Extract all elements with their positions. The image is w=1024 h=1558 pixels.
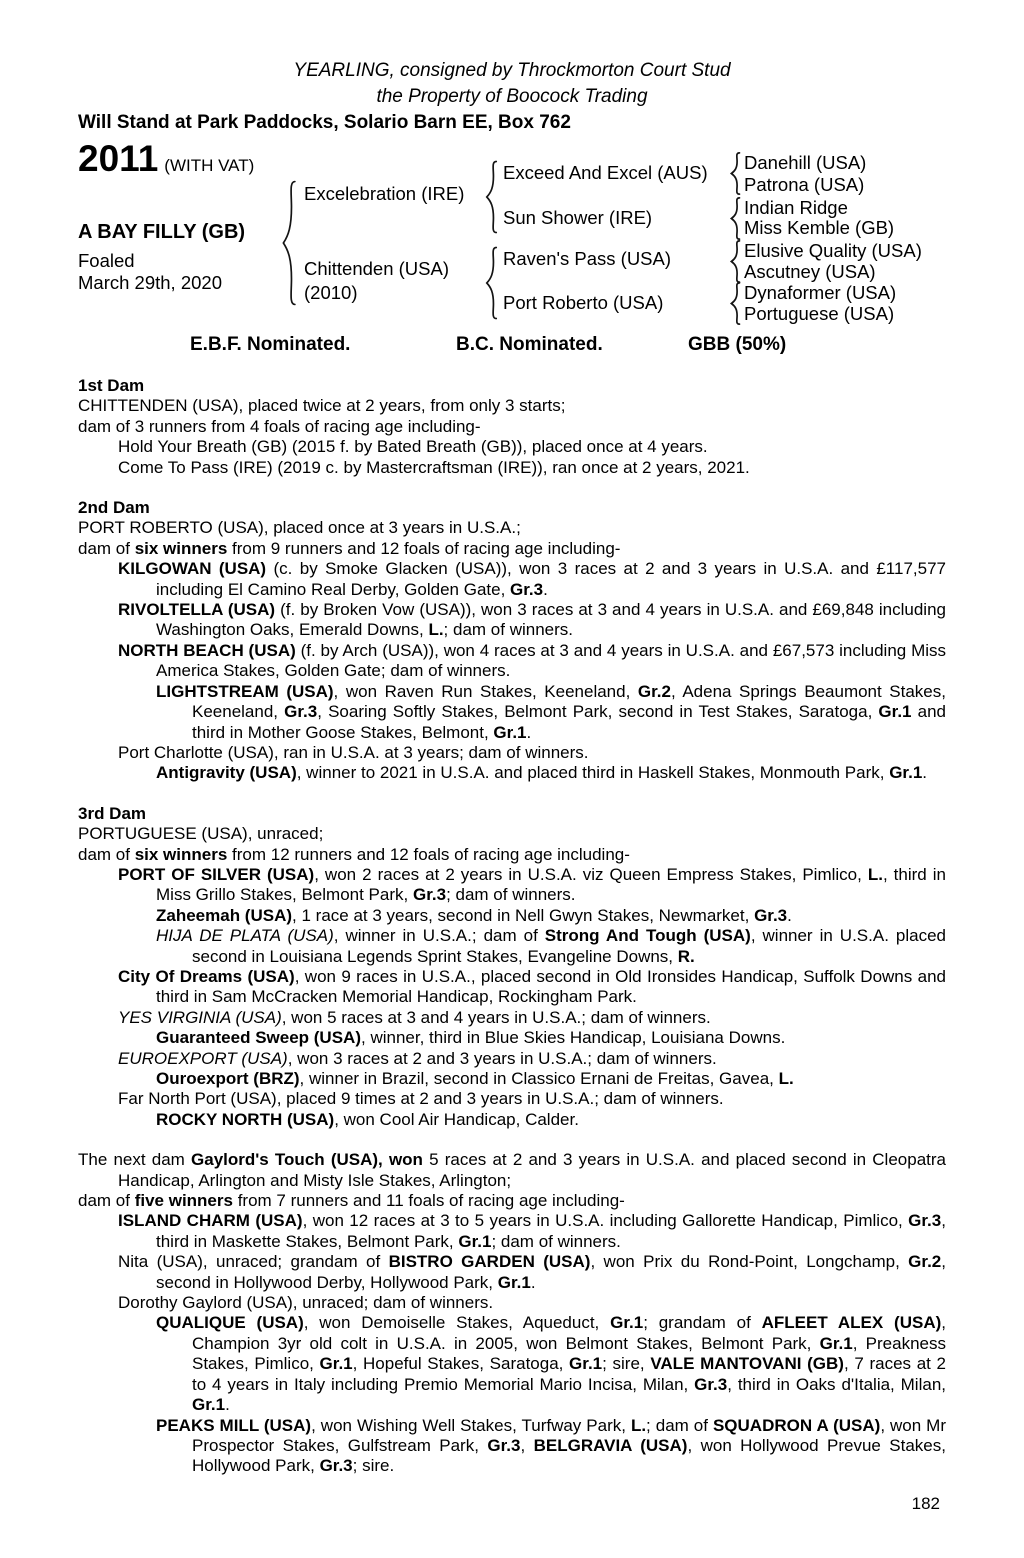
catalogue-paragraph: dam of six winners from 9 runners and 12 foals of racing age including-: [78, 538, 621, 558]
page-number: 182: [911, 1494, 940, 1513]
catalogue-paragraph: PORT OF SILVER (USA), won 2 races at 2 years in U.S.A. viz Queen Empress Stakes, Pimlico, L., third in Miss Grillo Stakes, Belmont Park, Gr.3; dam of winners.: [118, 864, 946, 905]
lot-number: 2011: [78, 138, 159, 179]
catalogue-paragraph: City Of Dreams (USA), won 9 races in U.S.A., placed second in Old Ironsides Handicap, Suffolk Downs and third in Sam McCracken Memorial Handicap, Rockingham Park.: [118, 966, 946, 1007]
catalogue-paragraph: Ouroexport (BRZ), winner in Brazil, second in Classico Ernani de Freitas, Gavea, L.: [156, 1069, 794, 1088]
sire-dam-name: Sun Shower (IRE): [503, 207, 653, 228]
catalogue-body: [78, 376, 946, 1477]
sire-parents-brace: [484, 160, 498, 234]
dam-section: [78, 1150, 946, 1477]
catalogue-paragraph: YES VIRGINIA (USA), won 5 races at 3 and 4 years in U.S.A.; dam of winners.: [118, 1007, 711, 1027]
grandparents-brace-2: [729, 197, 741, 240]
dam-dam-dam-name: Portuguese (USA): [744, 303, 895, 324]
sire-sire-dam-name: Patrona (USA): [744, 174, 865, 195]
lot-block: [78, 138, 255, 179]
catalogue-paragraph: Port Charlotte (USA), ran in U.S.A. at 3 years; dam of winners.: [118, 742, 589, 762]
catalogue-paragraph: NORTH BEACH (USA) (f. by Arch (USA)), won 4 races at 3 and 4 years in U.S.A. and £67,573 including Miss America Stakes, Golden Gate; dam of winners.: [118, 640, 947, 681]
catalogue-paragraph: PORT ROBERTO (USA), placed once at 3 years in U.S.A.;: [78, 518, 521, 538]
dam-section: [78, 376, 946, 478]
dam-sire-name: Raven's Pass (USA): [503, 248, 672, 269]
property-line: the Property of Boocock Trading: [376, 86, 648, 107]
dam-section-heading: 3rd Dam: [78, 803, 147, 823]
catalogue-paragraph: Guaranteed Sweep (USA), winner, third in Blue Skies Handicap, Louisiana Downs.: [156, 1028, 786, 1048]
dam-dam-sire-name: Dynaformer (USA): [744, 282, 897, 303]
catalogue-paragraph: ROCKY NORTH (USA), won Cool Air Handicap, Calder.: [156, 1109, 579, 1129]
vat-note: (WITH VAT): [164, 156, 255, 175]
ebf-nomination: E.B.F. Nominated.: [190, 334, 351, 355]
catalogue-paragraph: dam of six winners from 12 runners and 12 foals of racing age including-: [78, 844, 630, 864]
sire-dam-brace: [280, 179, 297, 307]
dam-sire-sire-name: Elusive Quality (USA): [744, 240, 922, 261]
sire-dam-dam-name: Miss Kemble (GB): [744, 217, 895, 238]
catalogue-paragraph: Antigravity (USA), winner to 2021 in U.S.A. and placed third in Haskell Stakes, Monmouth Park, Gr.1.: [156, 763, 928, 783]
foaled-date: March 29th, 2020: [78, 272, 222, 293]
catalogue-paragraph: EUROEXPORT (USA), won 3 races at 2 and 3 years in U.S.A.; dam of winners.: [118, 1048, 717, 1068]
sire-sire-name: Exceed And Excel (AUS): [503, 162, 708, 183]
catalogue-paragraph: ISLAND CHARM (USA), won 12 races at 3 to 5 years in U.S.A. including Gallorette Handicap, Pimlico, Gr.3, third in Maskette Stakes, Belmont Park, Gr.1; dam of winners.: [118, 1211, 946, 1251]
catalogue-paragraph: Hold Your Breath (GB) (2015 f. by Bated Breath (GB)), placed once at 4 years.: [118, 437, 708, 457]
horse-name: A BAY FILLY (GB): [78, 221, 246, 243]
page-header: [78, 58, 946, 136]
catalogue-paragraph: KILGOWAN (USA) (c. by Smoke Glacken (USA)), won 3 races at 2 and 3 years in U.S.A. and £117,577 including El Camino Real Derby, Golden Gate, Gr.3.: [118, 559, 946, 599]
grandparents-brace-4: [729, 282, 741, 325]
dam-dam-name: Port Roberto (USA): [503, 292, 664, 313]
pedigree-table: [78, 138, 946, 362]
consignor-line: YEARLING, consigned by Throckmorton Court Stud: [293, 60, 731, 81]
bc-nomination: B.C. Nominated.: [456, 334, 603, 355]
dam-parents-brace: [484, 246, 498, 320]
catalogue-paragraph: Far North Port (USA), placed 9 times at 2 and 3 years in U.S.A.; dam of winners.: [118, 1089, 724, 1109]
foaled-label: Foaled: [78, 250, 135, 271]
grandparents-brace-1: [729, 152, 741, 195]
sire-dam-sire-name: Indian Ridge: [744, 197, 848, 218]
catalogue-paragraph: CHITTENDEN (USA), placed twice at 2 years, from only 3 starts;: [78, 396, 566, 416]
stand-location-line: Will Stand at Park Paddocks, Solario Barn EE, Box 762: [78, 112, 571, 133]
catalogue-paragraph: LIGHTSTREAM (USA), won Raven Run Stakes, Keeneland, Gr.2, Adena Springs Beaumont Stakes, Keeneland, Gr.3, Soaring Softly Stakes, Belmont Park, second in Test Stakes, Saratoga, Gr.1 and third in Mother Goose Stakes, Belmont, Gr.1.: [156, 681, 946, 742]
gbb-nomination: GBB (50%): [688, 334, 787, 355]
catalogue-paragraph: Zaheemah (USA), 1 race at 3 years, second in Nell Gwyn Stakes, Newmarket, Gr.3.: [156, 905, 792, 925]
catalogue-paragraph: Dorothy Gaylord (USA), unraced; dam of winners.: [118, 1293, 494, 1313]
grandparents-brace-3: [729, 240, 741, 283]
sire-sire-sire-name: Danehill (USA): [744, 152, 867, 173]
catalogue-paragraph: Come To Pass (IRE) (2019 c. by Mastercraftsman (IRE)), ran once at 2 years, 2021.: [118, 457, 750, 477]
sire-name: Excelebration (IRE): [304, 183, 465, 204]
dam-foaling-year: (2010): [304, 282, 358, 303]
catalogue-paragraph: PEAKS MILL (USA), won Wishing Well Stakes, Turfway Park, L.; dam of SQUADRON A (USA), won Mr Prospector Stakes, Gulfstream Park, Gr.3, BELGRAVIA (USA), won Hollywood Prevue Stakes, Hollywood Park, Gr.3; sire.: [156, 1415, 946, 1476]
dam-section-heading: 1st Dam: [78, 376, 145, 395]
catalogue-paragraph: Nita (USA), unraced; grandam of BISTRO GARDEN (USA), won Prix du Rond-Point, Longchamp, Gr.2, second in Hollywood Derby, Hollywood Park, Gr.1.: [118, 1252, 946, 1292]
catalogue-paragraph: HIJA DE PLATA (USA), winner in U.S.A.; dam of Strong And Tough (USA), winner in U.S.A. placed second in Louisiana Legends Sprint Stakes, Evangeline Downs, R.: [156, 926, 946, 966]
dam-section-heading: 2nd Dam: [78, 498, 150, 518]
dam-section: [78, 804, 946, 1131]
dam-name: Chittenden (USA): [304, 258, 449, 279]
catalogue-paragraph: The next dam Gaylord's Touch (USA), won 5 races at 2 and 3 years in U.S.A. and placed second in Cleopatra Handicap, Arlington and Misty Isle Stakes, Arlington;: [78, 1150, 946, 1190]
page-content: [78, 58, 946, 1477]
catalogue-paragraph: dam of 3 runners from 4 foals of racing age including-: [78, 416, 481, 436]
catalogue-paragraph: RIVOLTELLA (USA) (f. by Broken Vow (USA)), won 3 races at 3 and 4 years in U.S.A. and £69,848 including Washington Oaks, Emerald Downs, L.; dam of winners.: [118, 600, 946, 640]
dam-sire-dam-name: Ascutney (USA): [744, 261, 876, 282]
dam-section: [78, 498, 946, 784]
catalogue-paragraph: dam of five winners from 7 runners and 11 foals of racing age including-: [78, 1191, 625, 1211]
catalogue-paragraph: PORTUGUESE (USA), unraced;: [78, 824, 324, 844]
catalogue-paragraph: QUALIQUE (USA), won Demoiselle Stakes, Aqueduct, Gr.1; grandam of AFLEET ALEX (USA), Champion 3yr old colt in U.S.A. in 2005, won Belmont Stakes, Belmont Park, Gr.1, Preakness Stakes, Pimlico, Gr.1, Hopeful Stakes, Saratoga, Gr.1; sire, VALE MANTOVANI (GB), 7 races at 2 to 4 years in Italy including Premio Memorial Mario Incisa, Milan, Gr.3, third in Oaks d'Italia, Milan, Gr.1.: [156, 1313, 947, 1415]
